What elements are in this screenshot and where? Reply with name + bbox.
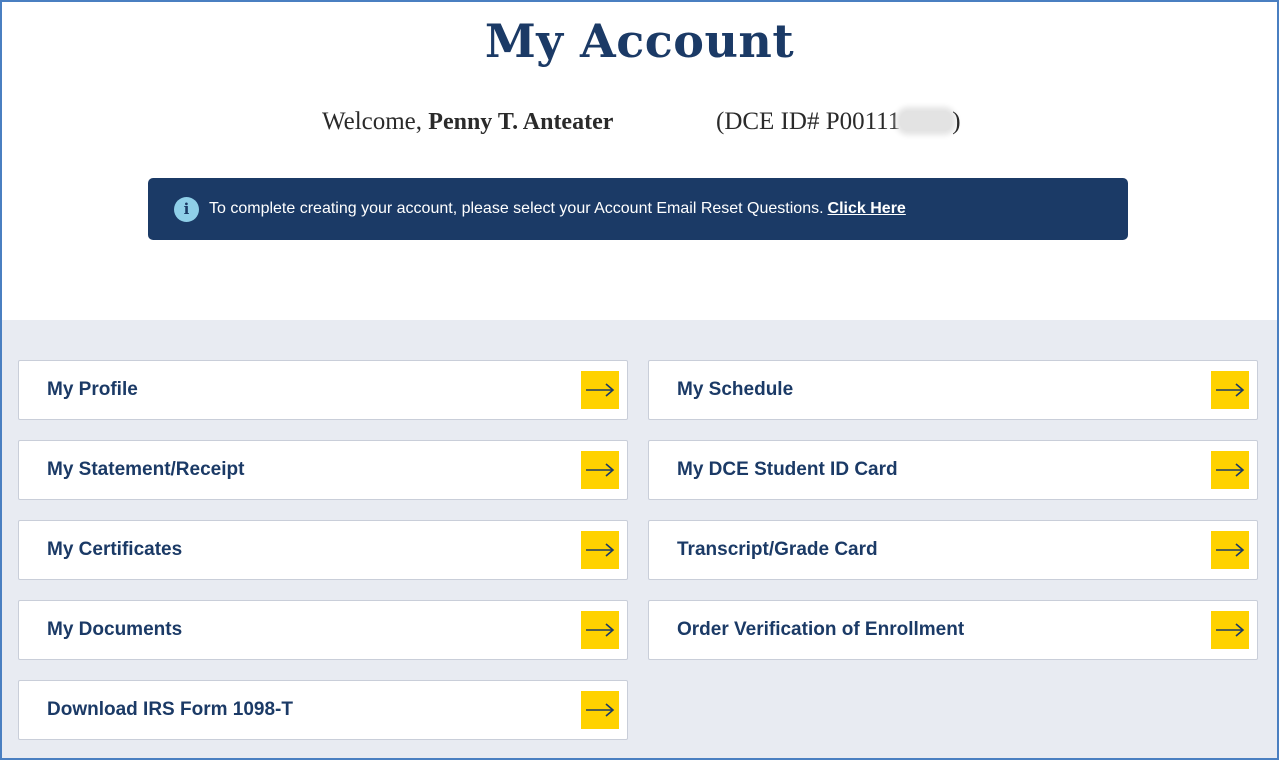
user-name: Penny T. Anteater (428, 109, 614, 135)
card-label: My Profile (47, 379, 138, 400)
arrow-right-icon[interactable] (1211, 531, 1249, 569)
download-irs-form-card[interactable] (18, 680, 628, 740)
my-documents-card[interactable] (18, 600, 628, 660)
welcome-prefix: Welcome, (322, 108, 423, 135)
card-label: My Statement/Receipt (47, 459, 245, 480)
dce-id-suffix: ) (952, 108, 961, 135)
card-label: Transcript/Grade Card (677, 539, 878, 560)
card-label: Order Verification of Enrollment (677, 619, 965, 640)
click-here-link[interactable]: Click Here (827, 200, 906, 217)
banner-message: To complete creating your account, please select your Account Email Reset Questions. (209, 200, 824, 217)
my-profile-card[interactable] (18, 360, 628, 420)
card-label: My DCE Student ID Card (677, 459, 898, 480)
order-verification-card[interactable] (648, 600, 1258, 660)
my-schedule-card[interactable] (648, 360, 1258, 420)
my-certificates-card[interactable] (18, 520, 628, 580)
card-label: Download IRS Form 1098-T (47, 699, 293, 720)
welcome-row (2, 108, 1277, 142)
dce-id-prefix: (DCE ID# P00111 (716, 108, 901, 135)
arrow-right-icon[interactable] (581, 531, 619, 569)
transcript-grade-card[interactable] (648, 520, 1258, 580)
arrow-right-icon[interactable] (581, 451, 619, 489)
dce-id (716, 108, 961, 136)
account-setup-banner (148, 178, 1128, 240)
info-icon: i (174, 197, 199, 222)
card-label: My Schedule (677, 379, 794, 400)
arrow-right-icon[interactable] (581, 691, 619, 729)
card-label: My Documents (47, 619, 183, 640)
page-title: My Account (484, 14, 795, 68)
arrow-right-icon[interactable] (1211, 371, 1249, 409)
account-links-area (2, 320, 1279, 760)
my-dce-student-id-card[interactable] (648, 440, 1258, 500)
card-label: My Certificates (47, 539, 183, 560)
welcome-message (322, 108, 613, 136)
arrow-right-icon[interactable] (581, 371, 619, 409)
redacted-id-digits (900, 111, 952, 131)
arrow-right-icon[interactable] (1211, 451, 1249, 489)
my-statement-receipt-card[interactable] (18, 440, 628, 500)
arrow-right-icon[interactable] (1211, 611, 1249, 649)
arrow-right-icon[interactable] (581, 611, 619, 649)
